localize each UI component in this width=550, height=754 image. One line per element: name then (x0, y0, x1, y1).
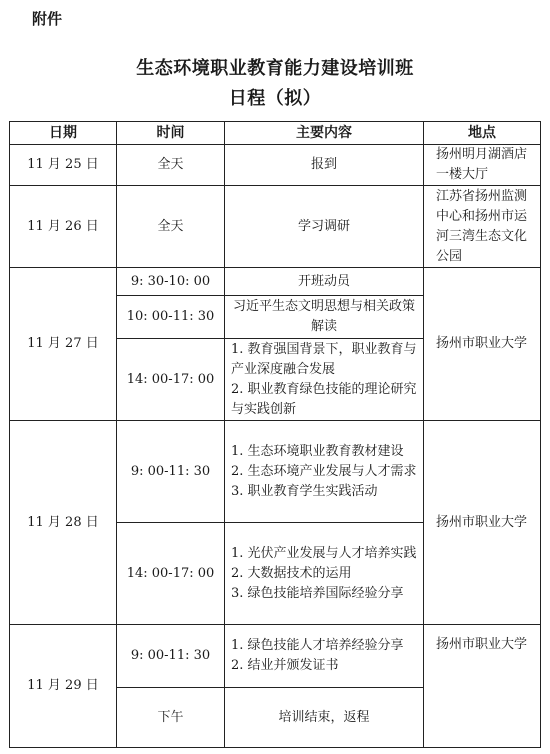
document-subtitle: 日程（拟） (228, 88, 322, 109)
time-cell: 9: 00-11: 30 (117, 625, 225, 688)
header-time: 时间 (117, 122, 225, 145)
date-cell: 11 月 26 日 (10, 186, 117, 268)
content-cell: 学习调研 (225, 186, 424, 268)
time-cell: 9: 30-10: 00 (117, 268, 225, 296)
content-cell: 习近平生态文明思想与相关政策解读 (225, 296, 424, 339)
header-place: 地点 (424, 122, 541, 145)
content-item: 2. 大数据技术的运用 (231, 565, 352, 581)
table-row (10, 186, 541, 268)
content-cell (225, 339, 424, 421)
content-cell: 开班动员 (225, 268, 424, 296)
time-cell: 9: 00-11: 30 (117, 421, 225, 523)
attachment-label: 附件 (32, 10, 63, 28)
date-cell: 11 月 27 日 (10, 268, 117, 421)
content-item: 3. 绿色技能培养国际经验分享 (231, 585, 404, 601)
document-title: 生态环境职业教育能力建设培训班 (136, 58, 414, 79)
date-cell: 11 月 28 日 (10, 421, 117, 625)
time-cell: 全天 (117, 145, 225, 186)
content-item: 1. 光伏产业发展与人才培养实践 (231, 545, 417, 561)
place-cell: 扬州市职业大学 (424, 421, 541, 625)
date-cell: 11 月 29 日 (10, 625, 117, 748)
time-cell: 下午 (117, 688, 225, 748)
content-cell: 报到 (225, 145, 424, 186)
schedule-table (9, 121, 541, 748)
time-cell: 14: 00-17: 00 (117, 339, 225, 421)
table-row (10, 145, 541, 186)
content-item: 2. 职业教育绿色技能的理论研究与实践创新 (231, 381, 417, 417)
header-row (10, 122, 541, 145)
content-item: 3. 职业教育学生实践活动 (231, 483, 378, 499)
table-row (10, 268, 541, 296)
place-cell: 扬州市职业大学 (424, 268, 541, 421)
time-cell: 14: 00-17: 00 (117, 523, 225, 625)
content-item: 2. 结业并颁发证书 (231, 658, 339, 673)
content-cell (225, 523, 424, 625)
content-item: 1. 教育强国背景下，职业教育与产业深度融合发展 (231, 341, 417, 377)
content-item: 2. 生态环境产业发展与人才需求 (231, 463, 417, 479)
content-cell: 培训结束，返程 (225, 688, 424, 748)
header-date: 日期 (10, 122, 117, 145)
time-cell: 10: 00-11: 30 (117, 296, 225, 339)
date-cell: 11 月 25 日 (10, 145, 117, 186)
content-item: 1. 绿色技能人才培养经验分享 (231, 638, 404, 653)
place-cell: 扬州明月湖酒店一楼大厅 (424, 145, 541, 186)
table-row (10, 625, 541, 688)
time-cell: 全天 (117, 186, 225, 268)
table-row (10, 421, 541, 523)
content-cell (225, 625, 424, 688)
header-content: 主要内容 (225, 122, 424, 145)
place-cell: 扬州市职业大学 (424, 625, 541, 748)
place-cell: 江苏省扬州监测中心和扬州市运河三湾生态文化公园 (424, 186, 541, 268)
content-cell (225, 421, 424, 523)
content-item: 1. 生态环境职业教育教材建设 (231, 443, 404, 459)
